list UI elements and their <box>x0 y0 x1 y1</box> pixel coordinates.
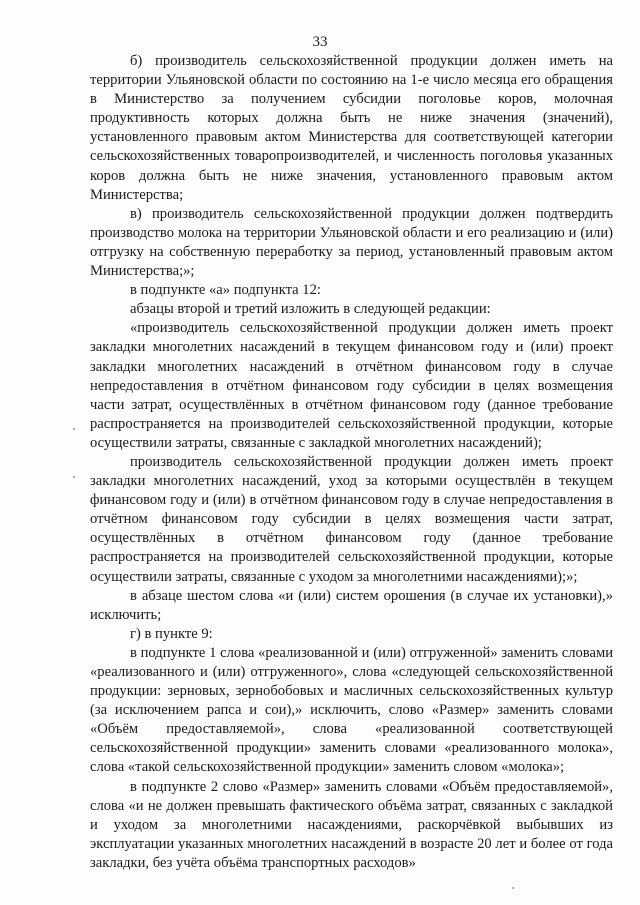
paragraph-g-point-9: г) в пункте 9: <box>130 625 213 642</box>
page-number: 33 <box>312 34 328 50</box>
paragraph-subitem-a-12: в подпункте «а» подпункта 12: <box>130 282 321 299</box>
scan-speck <box>73 476 75 478</box>
paragraph-sixth-clause-irrigation: в абзаце шестом слова «и (или) систем орошения (в случае их установки),» исключить; <box>90 587 613 623</box>
document-body <box>90 52 613 873</box>
paragraph-new-wording: абзацы второй и третий изложить в следующей редакции: <box>130 301 491 318</box>
paragraph-perennial-planting-project: «производитель сельскохозяйственной продукции должен иметь проект закладки многолетних насаждений в текущем финансовом году и (или) проект закладки многолетних насаждений в отчётном финансовом году в случае непредоставления в отчётном финансовом году субсидии в целях возмещения части затрат, осуществлённых в отчётном финансовом году (данное требование распространяется на производителей сельскохозяйственной продукции, которые осуществили затраты, связанные с закладкой многолетних насаждений); <box>90 320 613 451</box>
paragraph-v-milk-production: в) производитель сельскохозяйственной продукции должен подтвердить производство молока на территории Ульяновской области и его реализацию и (или) отгрузку на собственную переработку за период, установленный правовым актом Министерства;»; <box>90 205 613 280</box>
scan-speck <box>73 428 75 430</box>
scan-speck <box>512 887 514 889</box>
paragraph-perennial-care-project: производитель сельскохозяйственной продукции должен иметь проект закладки многолетних насаждений, уход за которыми осуществлён в текущем финансовом году и (или) в отчётном финансовом году в случае непредоставления в отчётном финансовом году субсидии в целях возмещения части затрат, осуществлённых в отчётном финансовом году (данное требование распространяется на производителей сельскохозяйственной продукции, которые осуществили затраты, связанные с уходом за многолетними насаждениями);»; <box>90 453 613 585</box>
paragraph-subitem-1-replacements: в подпункте 1 слова «реализованной и (или) отгруженной» заменить словами «реализованного и (или) отгруженного», слова «следующей сельскохозяйственной продукции: зерновых, зернобобовых и масличных сельскохозяйственных культур (за исключением рапса и сои),» исключить, слово «Размер» заменить словами «Объём предоставляемой», слова «реализованной соответствующей сельскохозяйственной продукции» заменить словами «реализованного молока», слова «такой сельскохозяйственной продукции» заменить словом «молока»; <box>90 644 613 776</box>
paragraph-subitem-2-replacements: в подпункте 2 слово «Размер» заменить словами «Объём предоставляемой», слова «и не должен превышать фактического объёма затрат, связанных с закладкой и уходом за многолетними насаждениями, раскорчёвкой выбывших из эксплуатации указанных многолетних насаждений в возрасте 20 лет и более от года закладки, без учёта объёма транспортных расходов» <box>90 778 613 871</box>
paragraph-b-subsidy-cows: б) производитель сельскохозяйственной продукции должен иметь на территории Ульяновской области по состоянию на 1-е число месяца его обращения в Министерство за получением субсидии поголовье коров, молочная продуктивность которых должна быть не ниже значения (значений), установленного правовым актом Министерства для соответствующей категории сельскохозяйственных товаропроизводителей, и численность поголовья указанных коров должна быть не ниже значения, установленного правовым актом Министерства; <box>90 53 613 203</box>
